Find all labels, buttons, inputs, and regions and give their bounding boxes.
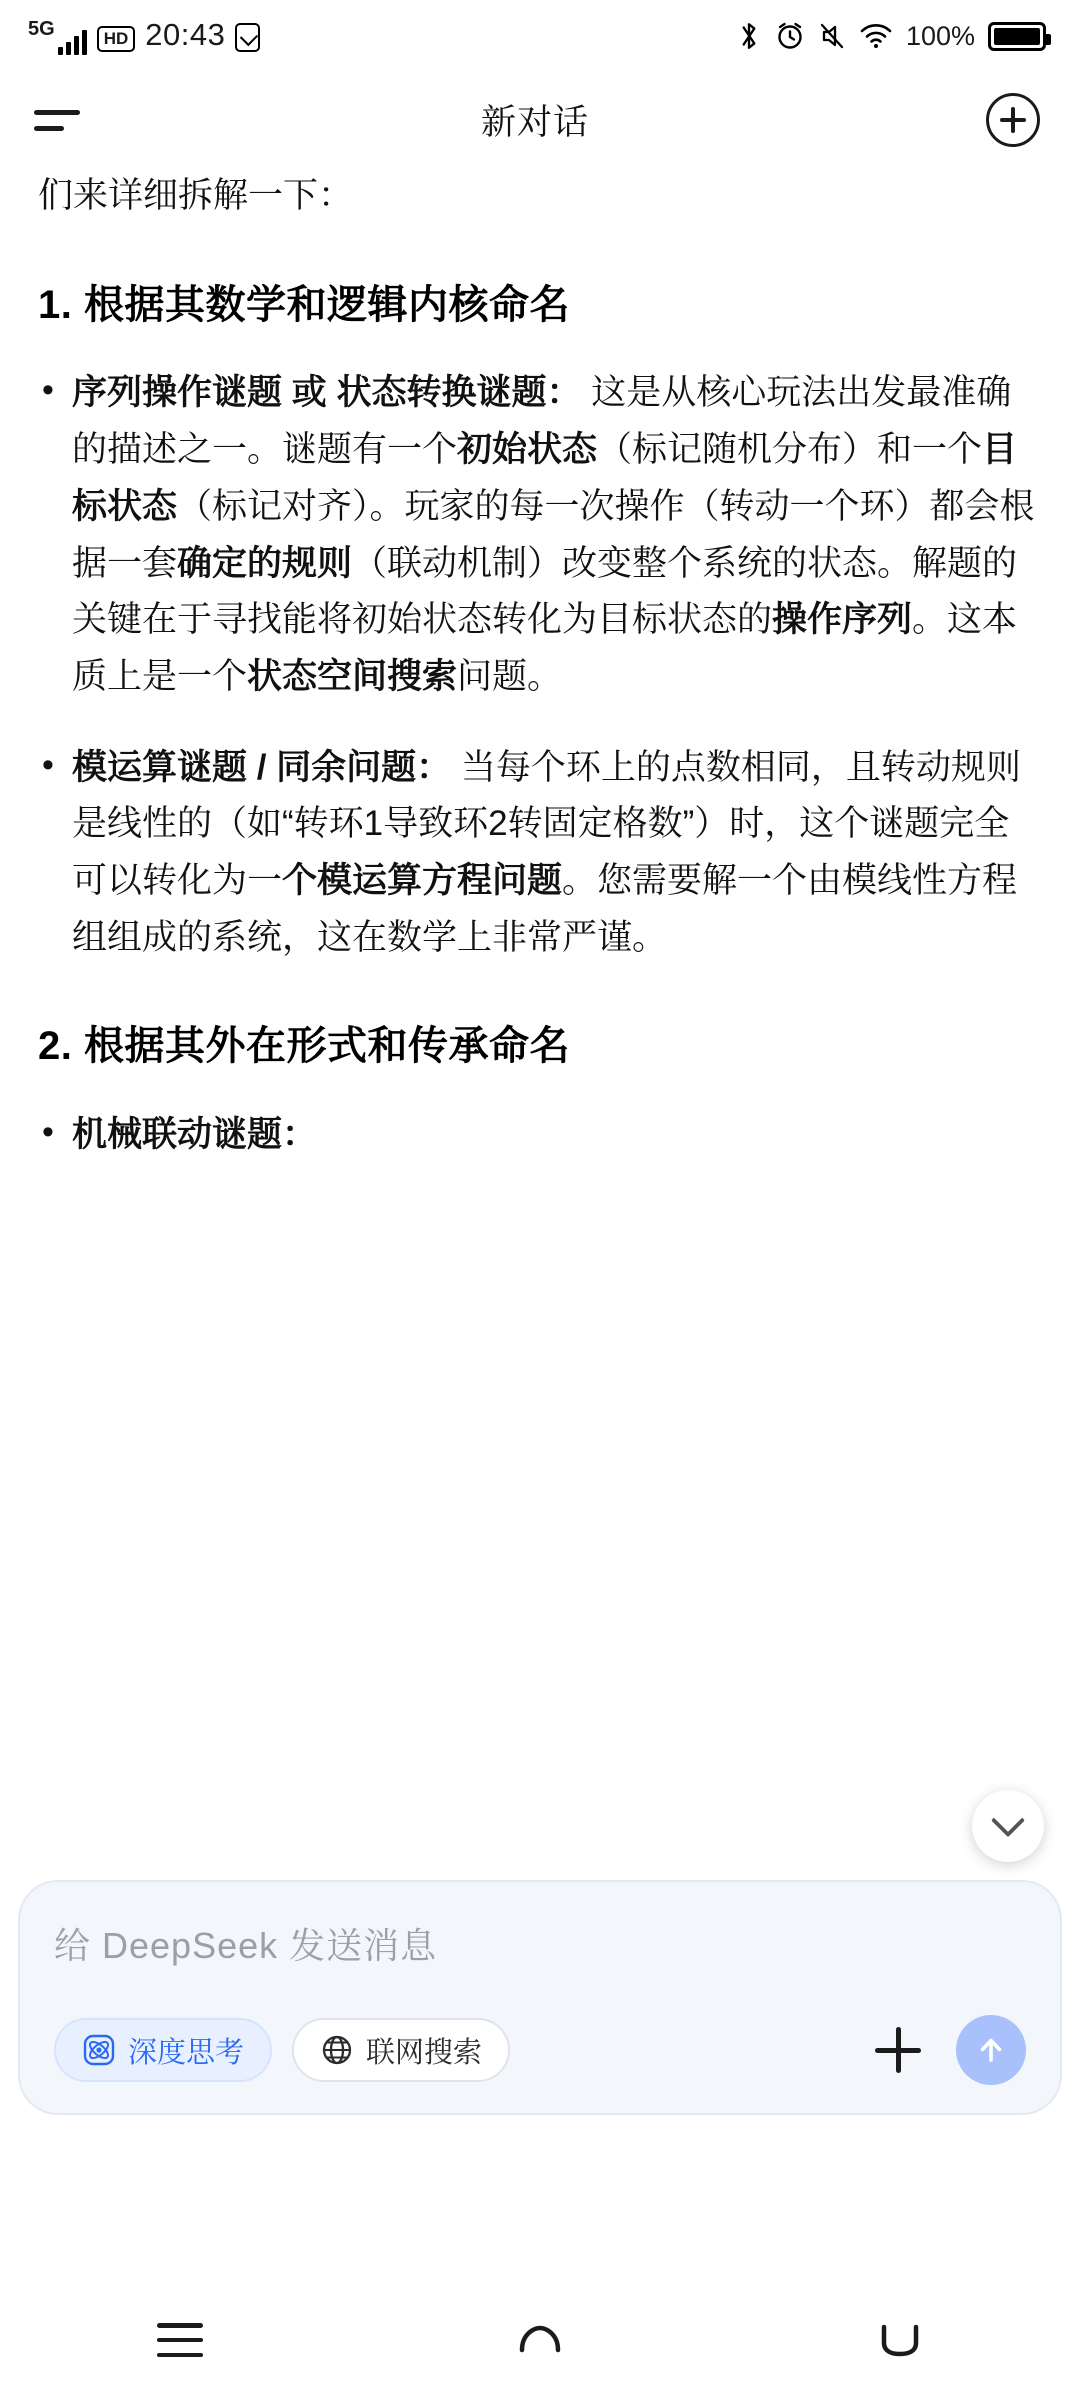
status-bar-right	[736, 20, 1046, 52]
status-bar	[0, 0, 1080, 72]
section-2-list	[38, 1107, 1042, 1164]
signal-bars-icon	[58, 29, 87, 55]
composer-actions	[54, 2015, 1026, 2085]
note-icon	[235, 23, 260, 52]
list-item	[38, 365, 1042, 705]
back-icon	[876, 2319, 924, 2361]
app-bar	[0, 72, 1080, 168]
signal-indicator	[28, 19, 87, 55]
home-button[interactable]	[500, 2310, 580, 2370]
web-search-chip[interactable]	[292, 2018, 510, 2082]
deep-think-chip[interactable]	[54, 2018, 272, 2082]
alarm-icon	[775, 21, 805, 51]
send-button[interactable]	[956, 2015, 1026, 2085]
status-bar-left	[28, 17, 260, 55]
list-item-title: 模运算谜题 / 同余问题：	[72, 747, 452, 787]
menu-icon[interactable]	[34, 100, 84, 140]
web-search-label: 联网搜索	[366, 2036, 483, 2069]
hd-icon: HD	[97, 26, 136, 52]
home-icon	[516, 2320, 564, 2360]
list-item-body: 这是从核心玩法出发最准确的描述之一。谜题有一个初始状态（标记随机分布）和一个目标状态（标记对齐）。玩家的每一次操作（转动一个环）都会根据一套确定的规则（联动机制）改变整个系统的状态。解题的关键在于寻找能将初始状态转化为目标状态的操作序列。这本质上是一个状态空间搜索问题。	[72, 373, 1035, 696]
mute-icon	[818, 21, 846, 51]
section-1-list	[38, 365, 1042, 966]
chevron-down-icon	[991, 1803, 1025, 1837]
back-button[interactable]	[860, 2310, 940, 2370]
attach-icon[interactable]	[866, 2018, 930, 2082]
list-item-title: 序列操作谜题 或 状态转换谜题：	[72, 373, 582, 413]
bluetooth-icon	[736, 20, 762, 52]
intro-paragraph: 们来详细拆解一下：	[38, 176, 354, 215]
battery-icon	[988, 22, 1046, 51]
arrow-up-icon	[972, 2031, 1010, 2069]
new-chat-icon[interactable]	[986, 93, 1040, 147]
recents-button[interactable]	[140, 2310, 220, 2370]
deepthink-icon	[82, 2033, 116, 2067]
content-fade	[0, 1255, 1080, 1300]
scroll-to-bottom-button[interactable]	[972, 1790, 1044, 1862]
network-type-label: 5G	[28, 18, 55, 40]
page-title: 新对话	[480, 103, 589, 142]
section-1	[38, 273, 1042, 967]
deep-think-label: 深度思考	[128, 2036, 245, 2069]
battery-percent-label: 100%	[905, 20, 975, 51]
system-nav-bar	[0, 2280, 1080, 2400]
message-content	[0, 168, 1080, 1164]
section-2	[38, 1014, 1042, 1163]
list-item	[38, 1107, 1042, 1164]
section-heading: 1. 根据其数学和逻辑内核命名	[38, 282, 570, 327]
wifi-icon	[859, 22, 893, 50]
list-item-body: 当每个环上的点数相同，且转动规则是线性的（如“转环1导致环2转固定格数”）时，这个谜题完全可以转化为一个模运算方程问题。您需要解一个由模线性方程组组成的系统，这在数学上非常严谨。	[72, 747, 1021, 957]
recents-icon	[157, 2323, 203, 2357]
message-input[interactable]: 给 DeepSeek 发送消息	[54, 1925, 438, 1966]
list-item	[38, 740, 1042, 967]
status-bar-clock: 20:43	[145, 17, 226, 52]
section-heading: 2. 根据其外在形式和传承命名	[38, 1024, 570, 1069]
message-composer[interactable]	[18, 1880, 1062, 2115]
list-item-title: 机械联动谜题：	[72, 1115, 318, 1155]
globe-icon	[320, 2033, 354, 2067]
